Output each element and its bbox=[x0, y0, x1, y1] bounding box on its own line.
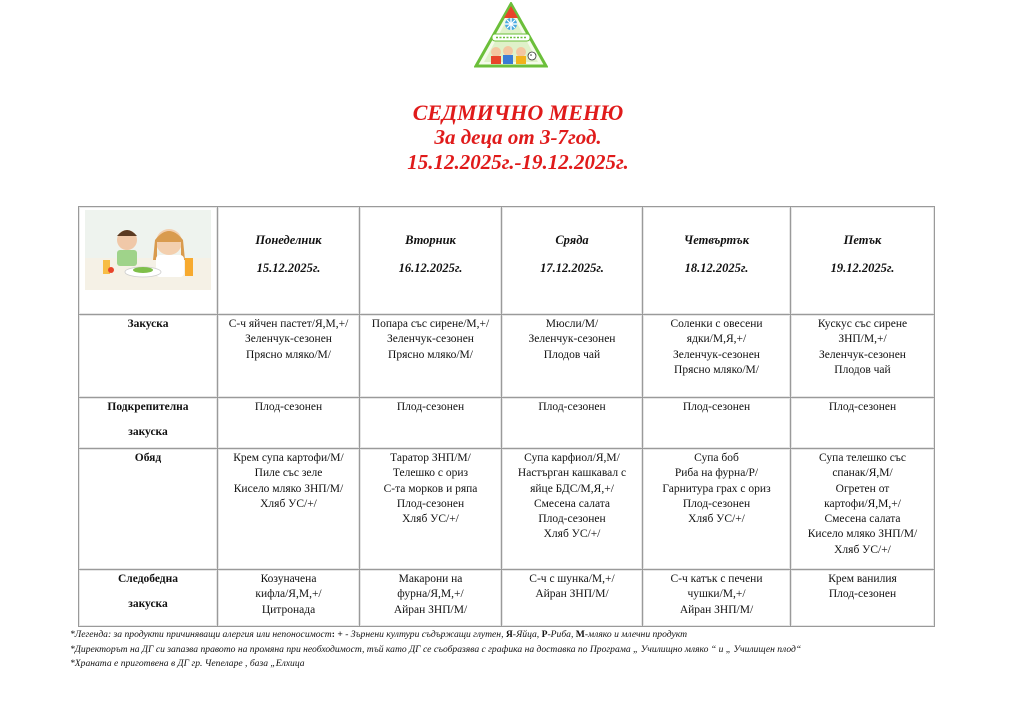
allergen-legend bbox=[70, 628, 1010, 643]
menu-item: Супа телешко със bbox=[819, 452, 906, 464]
menu-item: Хляб УС/+/ bbox=[688, 513, 745, 526]
menu-item: спанак/Я,М/ bbox=[832, 467, 893, 480]
menu-item: Крем ванилия bbox=[828, 573, 897, 585]
menu-item: ЗНП/М,+/ bbox=[838, 333, 887, 346]
row-label-line: закуска bbox=[128, 598, 168, 611]
day-header-tuesday bbox=[360, 207, 502, 315]
snack-tuesday: Плод-сезонен bbox=[360, 398, 502, 449]
menu-item: Прясно мляко/М/ bbox=[388, 348, 473, 361]
menu-item: Плод-сезонен bbox=[828, 588, 897, 601]
menu-item: Настърган кашкавал с bbox=[517, 467, 627, 480]
snack-row bbox=[79, 398, 935, 449]
title-block bbox=[0, 100, 1024, 175]
legend-colon: : bbox=[331, 629, 335, 640]
row-label-line: закуска bbox=[128, 426, 168, 439]
day-header-friday bbox=[791, 207, 935, 315]
menu-table bbox=[78, 206, 935, 627]
row-label-snack bbox=[79, 398, 218, 449]
legend-text: -мляко и млечни продукт bbox=[584, 629, 688, 640]
footnotes bbox=[70, 628, 1010, 672]
menu-item: фурна/Я,М,+/ bbox=[397, 588, 464, 601]
lunch-thursday bbox=[643, 449, 791, 570]
day-name: Сряда bbox=[555, 233, 589, 247]
snack-monday: Плод-сезонен bbox=[218, 398, 360, 449]
legend-fish-code: Р bbox=[539, 629, 548, 640]
kindergarten-logo bbox=[474, 2, 548, 70]
day-date: 16.12.2025г. bbox=[398, 261, 463, 276]
menu-item: ядки/М,Я,+/ bbox=[686, 333, 747, 346]
afternoon-snack-row bbox=[79, 570, 935, 627]
menu-item: Кисело мляко ЗНП/М/ bbox=[233, 482, 344, 495]
legend-egg-code: Я bbox=[503, 629, 513, 640]
breakfast-thursday bbox=[643, 315, 791, 398]
menu-item: С-та морков и ряпа bbox=[383, 482, 478, 495]
menu-item: Плод-сезонен bbox=[682, 497, 751, 510]
lunch-tuesday bbox=[360, 449, 502, 570]
legend-milk-code: М bbox=[573, 629, 585, 640]
day-name: Четвъртък bbox=[683, 233, 750, 247]
menu-item: Супа боб bbox=[694, 452, 739, 464]
menu-item: яйце БДС/М,Я,+/ bbox=[530, 482, 614, 495]
title-age-group: За деца от 3-7год. bbox=[434, 125, 602, 149]
day-date: 18.12.2025г. bbox=[684, 261, 749, 276]
legend-text: - Зърнени култури съдържащи глутен, bbox=[345, 629, 504, 640]
lunch-wednesday bbox=[502, 449, 643, 570]
day-header-thursday bbox=[643, 207, 791, 315]
menu-item: Прясно мляко/М/ bbox=[674, 363, 759, 376]
legend-text: -Риба, bbox=[547, 629, 574, 640]
menu-item: Козуначена bbox=[260, 573, 317, 585]
row-label-lunch: Обяд bbox=[79, 449, 218, 570]
legend-plus: + bbox=[334, 629, 346, 640]
menu-item: Айран ЗНП/М/ bbox=[679, 603, 754, 616]
afternoon-wednesday bbox=[502, 570, 643, 627]
menu-item: Кускус със сирене bbox=[817, 318, 908, 330]
row-label-line: Следобедна bbox=[117, 573, 179, 585]
menu-item: Айран ЗНП/М/ bbox=[535, 588, 609, 601]
snack-wednesday: Плод-сезонен bbox=[502, 398, 643, 449]
menu-item: Зеленчук-сезонен bbox=[673, 348, 760, 361]
day-date: 15.12.2025г. bbox=[256, 261, 321, 276]
header-row bbox=[79, 207, 935, 315]
menu-item: кифла/Я,М,+/ bbox=[255, 588, 322, 601]
menu-item: Риба на фурна/Р/ bbox=[674, 467, 759, 480]
row-label-line: Подкрепителна bbox=[107, 401, 189, 413]
lunch-friday bbox=[791, 449, 935, 570]
day-name: Петък bbox=[843, 233, 882, 247]
row-label-afternoon-snack bbox=[79, 570, 218, 627]
menu-item: Соленки с овесени bbox=[670, 318, 763, 330]
kitchen-note: *Храната е приготвена в ДГ гр. Чепеларе , база „Елхица bbox=[70, 658, 305, 669]
day-name: Вторник bbox=[405, 233, 456, 247]
menu-item: Цитронада bbox=[261, 603, 316, 616]
menu-item: Айран ЗНП/М/ bbox=[393, 603, 468, 616]
menu-item: Зеленчук-сезонен bbox=[528, 333, 616, 346]
menu-item: чушки/М,+/ bbox=[687, 588, 746, 601]
day-name: Понеделник bbox=[255, 233, 322, 247]
legend-text: -Яйца, bbox=[512, 629, 540, 640]
menu-item: Зеленчук-сезонен bbox=[387, 333, 474, 346]
menu-item: Плодов чай bbox=[834, 363, 891, 376]
director-note: *Директорът на ДГ си запазва правото на промяна при необходимост, тъй като ДГ се съобразява с графика на доставка по Програма „ Училищно мляко “ и „ Училищен плод“ bbox=[70, 643, 802, 655]
menu-item: Плодов чай bbox=[543, 348, 601, 361]
menu-item: Прясно мляко/М/ bbox=[246, 348, 331, 361]
day-header-wednesday bbox=[502, 207, 643, 315]
menu-item: Таратор ЗНП/М/ bbox=[390, 452, 471, 464]
day-date: 19.12.2025г. bbox=[830, 261, 895, 276]
menu-item: Пиле със зеле bbox=[254, 467, 323, 480]
menu-item: Супа карфиол/Я,М/ bbox=[524, 452, 620, 464]
snack-thursday: Плод-сезонен bbox=[643, 398, 791, 449]
lunch-monday bbox=[218, 449, 360, 570]
header-photo-cell bbox=[79, 207, 218, 315]
title-date-range: 15.12.2025г.-19.12.2025г. bbox=[407, 150, 629, 174]
menu-item: Зеленчук-сезонен bbox=[245, 333, 332, 346]
title-weekly-menu: СЕДМИЧНО МЕНЮ bbox=[412, 100, 624, 125]
menu-item: Хляб УС/+/ bbox=[402, 513, 459, 526]
children-eating-photo bbox=[85, 210, 211, 290]
afternoon-monday bbox=[218, 570, 360, 627]
breakfast-friday bbox=[791, 315, 935, 398]
afternoon-friday bbox=[791, 570, 935, 627]
menu-item: Мюсли/М/ bbox=[545, 318, 599, 330]
menu-item: Плод-сезонен bbox=[396, 497, 465, 510]
menu-item: Плод-сезонен bbox=[538, 513, 606, 526]
menu-item: Попара със сирене/М,+/ bbox=[371, 318, 490, 330]
day-header-monday bbox=[218, 207, 360, 315]
menu-item: Смесена салата bbox=[533, 497, 611, 510]
snack-friday: Плод-сезонен bbox=[791, 398, 935, 449]
legend-text: *Легенда: за продукти причиняващи алергия или непоносимост bbox=[70, 629, 332, 640]
breakfast-monday bbox=[218, 315, 360, 398]
menu-item: С-ч катък с печени bbox=[670, 573, 763, 585]
breakfast-row bbox=[79, 315, 935, 398]
menu-item: С-ч яйчен пастет/Я,М,+/ bbox=[228, 318, 349, 330]
day-date: 17.12.2025г. bbox=[540, 261, 604, 276]
breakfast-wednesday bbox=[502, 315, 643, 398]
menu-item: Телешко с ориз bbox=[392, 467, 469, 480]
lunch-row bbox=[79, 449, 935, 570]
menu-item: Хляб УС/+/ bbox=[834, 543, 891, 556]
menu-item: Макарони на bbox=[398, 573, 463, 585]
menu-item: Кисело мляко ЗНП/М/ bbox=[807, 528, 918, 541]
menu-item: картофи/Я,М,+/ bbox=[824, 497, 901, 510]
afternoon-thursday bbox=[643, 570, 791, 627]
menu-item: Хляб УС/+/ bbox=[543, 528, 601, 541]
menu-item: С-ч с шунка/М,+/ bbox=[529, 573, 615, 585]
menu-item: Крем супа картофи/М/ bbox=[233, 452, 344, 464]
menu-item: Хляб УС/+/ bbox=[260, 497, 317, 510]
menu-item: Смесена салата bbox=[824, 513, 901, 526]
afternoon-tuesday bbox=[360, 570, 502, 627]
menu-item: Гарнитура грах с ориз bbox=[662, 482, 771, 495]
breakfast-tuesday bbox=[360, 315, 502, 398]
menu-item: Зеленчук-сезонен bbox=[819, 348, 906, 361]
row-label-breakfast: Закуска bbox=[79, 315, 218, 398]
menu-item: Огретен от bbox=[835, 482, 890, 495]
